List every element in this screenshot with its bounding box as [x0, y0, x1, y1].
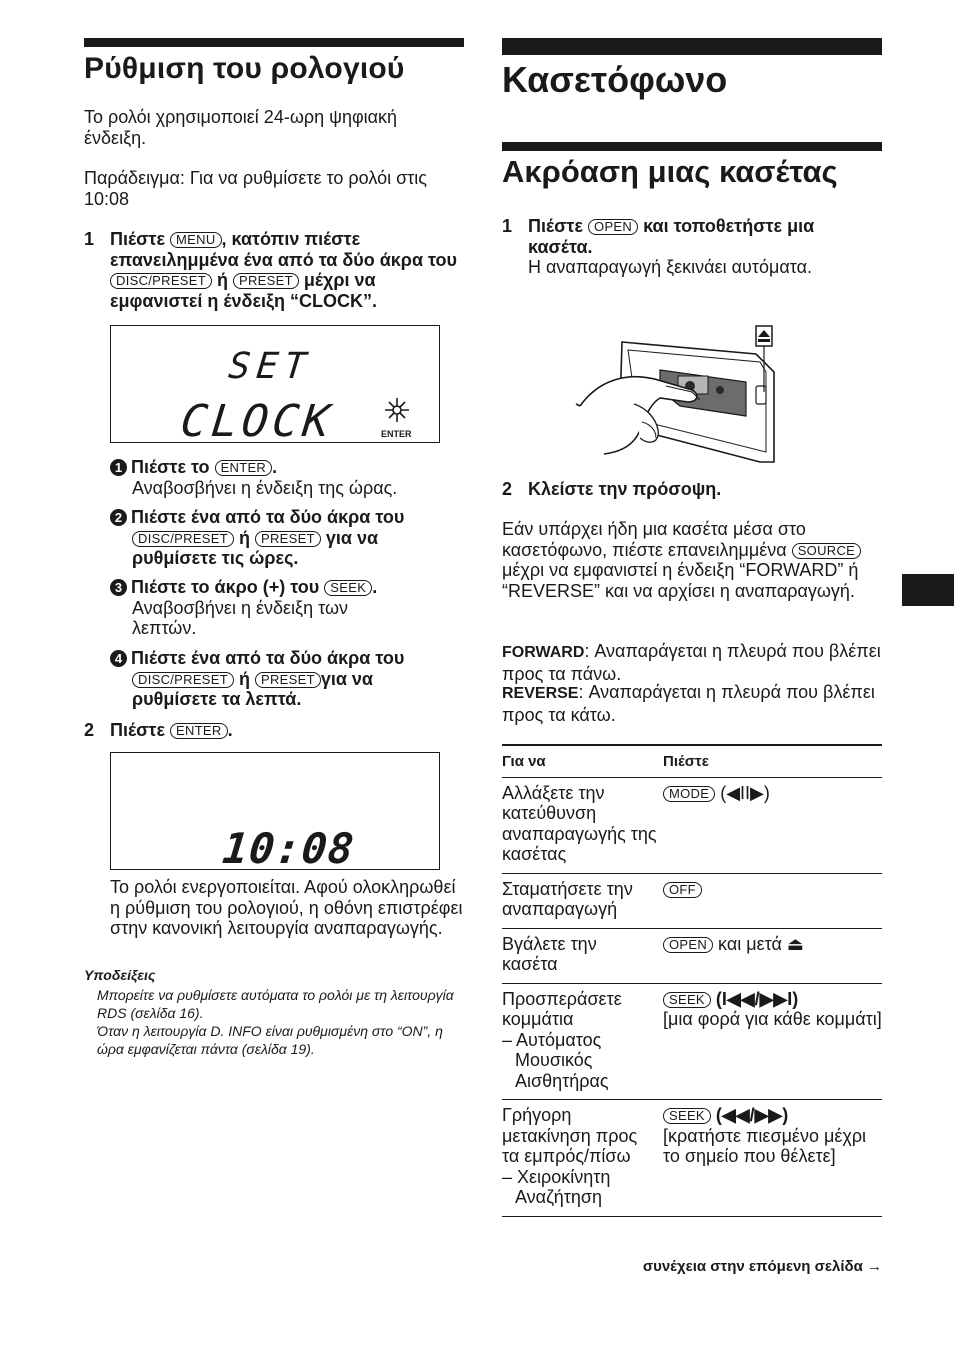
operations-table: [502, 744, 882, 1217]
enter-blink-icon: [385, 398, 409, 422]
step-2-number: 2: [110, 509, 127, 526]
lcd-display-set-clock: [110, 325, 440, 443]
reverse-description: REVERSE: Αναπαράγεται η πλευρά που βλέπει προς τα κάτω.: [502, 682, 875, 725]
cassette-step-1-number: 1: [502, 216, 513, 236]
table-row: Σταματήσετε την αναπαραγωγή OFF: [502, 873, 882, 928]
disc-preset-button[interactable]: DISC/PRESET: [132, 672, 234, 688]
step-1-desc: Αναβοσβήνει η ένδειξη της ώρας.: [132, 477, 398, 498]
tips-list: [97, 986, 467, 1058]
menu-button[interactable]: MENU: [170, 232, 221, 248]
clock-intro: Το ρολόι χρησιμοποιεί 24-ωρη ψηφιακή ένδειξη.: [84, 107, 398, 148]
table-header-row: [502, 745, 882, 777]
tip-item: Όταν η λειτουργία D. INFO είναι ρυθμισμένη στο “ON”, η ώρα εμφανίζεται πάντα (σελίδα 19).: [97, 1023, 443, 1057]
clock-step-3: 3 Πιέστε το άκρο (+) του SEEK . Αναβοσβήνει η ένδειξη των λεπτών.: [110, 577, 460, 639]
preset-button[interactable]: PRESET: [233, 273, 299, 289]
listening-subheading: Ακρόαση μιας κασέτας: [502, 154, 838, 189]
table-row: Προσπεράσετε κομμάτια – Αυτόματος Μουσικός Αισθητήρας SEEK (I◀◀/▶▶I) [μια φορά για κάθε κομμάτι]: [502, 983, 882, 1100]
clock-step-4: 4 Πιέστε ένα από τα δύο άκρα του DISC/PRESET ή PRESET για να ρυθμίσετε τα λεπτά.: [110, 648, 460, 710]
step-0-text: Πιέστε MENU , κατόπιν πιέστε επανειλημμένα ένα από τα δύο άκρα του DISC/PRESET ή PRESET μέχρι να εμφανιστεί η ένδειξη “CLOCK”.: [110, 229, 458, 311]
tip-item: Μπορείτε να ρυθμίσετε αυτόματα το ρολόι με τη λειτουργία RDS (σελίδα 16).: [97, 987, 454, 1021]
step-3-number: 3: [110, 579, 127, 596]
cassette-insert-illustration: [560, 320, 790, 468]
cassette-step-2-number: 2: [502, 479, 513, 499]
lcd-line-set: SET: [226, 345, 314, 387]
lcd-time: 10:08: [220, 824, 357, 869]
table-row: Βγάλετε την κασέτα OPEN και μετά ⏏: [502, 928, 882, 983]
tips-title: Υποδείξεις: [84, 967, 156, 983]
table-header-action: Για να: [502, 753, 546, 770]
lcd-enter-label: ENTER: [381, 429, 412, 439]
cassette-step-1: 1 Πιέστε OPEN και τοποθετήστε μια κασέτα. Η αναπαραγωγή ξεκινάει αυτόματα.: [502, 216, 882, 278]
clock-step-2: 2 Πιέστε ένα από τα δύο άκρα του DISC/PRESET ή PRESET για να ρυθμίσετε τις ώρες.: [110, 507, 460, 569]
step-3-desc: Αναβοσβήνει η ένδειξη των λεπτών.: [132, 597, 349, 638]
table-header-press: Πιέστε: [663, 753, 709, 770]
off-button[interactable]: OFF: [663, 882, 702, 898]
lcd-segment-text: [111, 326, 439, 442]
subheading-rule: [502, 142, 882, 151]
clock-step-1: 1 Πιέστε το ENTER . Αναβοσβήνει η ένδειξη της ώρας.: [110, 457, 460, 498]
table-row: Γρήγορη μετακίνηση προς τα εμπρός/πίσω – Χειροκίνητη Αναζήτηση SEEK (◀◀/▶▶) [κρατήστε πιεσμένο μέχρι το σημείο που θέλετε]: [502, 1100, 882, 1217]
eject-icon: [758, 330, 770, 342]
right-heading-rule: [502, 38, 882, 55]
continue-note: συνέχεια στην επόμενη σελίδα →: [642, 1258, 882, 1275]
cassette-step-2-text: Κλείστε την πρόσοψη.: [528, 479, 722, 499]
cassette-step-1-desc: Η αναπαραγωγή ξεκινάει αυτόματα.: [528, 257, 813, 277]
seek-button[interactable]: SEEK: [324, 580, 372, 596]
forward-description: FORWARD: Αναπαράγεται η πλευρά που βλέπει προς τα πάνω.: [502, 641, 881, 684]
cassette-step-2: [502, 479, 882, 500]
cassette-heading: Κασετόφωνο: [502, 59, 728, 100]
table-row: Αλλάξετε την κατεύθυνση αναπαραγωγής της κασέτας MODE (◀II▶): [502, 777, 882, 873]
clock-example: Παράδειγμα: Για να ρυθμίσετε το ρολόι στις 10:08: [84, 168, 427, 209]
seek-button[interactable]: SEEK: [663, 992, 711, 1008]
lcd-line-clock: CLOCK: [178, 396, 337, 442]
lcd-display-time: [110, 752, 440, 870]
step-4-number: 4: [110, 650, 127, 667]
enter-button[interactable]: ENTER: [215, 460, 273, 476]
open-button[interactable]: OPEN: [588, 219, 638, 235]
preset-button[interactable]: PRESET: [255, 531, 321, 547]
mode-button[interactable]: MODE: [663, 786, 715, 802]
step-1-number: 1: [110, 459, 127, 476]
clock-after-text: Το ρολόι ενεργοποιείται. Αφού ολοκληρωθεί η ρύθμιση του ρολογιού, η οθόνη επιστρέφει στην κανονική λειτουργία αναπαραγωγής.: [110, 877, 463, 938]
left-heading-rule: [84, 38, 464, 47]
source-button[interactable]: SOURCE: [792, 543, 861, 559]
section-edge-tab: [902, 574, 954, 606]
preset-button[interactable]: PRESET: [255, 672, 321, 688]
seek-button[interactable]: SEEK: [663, 1108, 711, 1124]
step-0-number: 1: [84, 229, 95, 249]
disc-preset-button[interactable]: DISC/PRESET: [132, 531, 234, 547]
step-final-number: 2: [84, 720, 95, 740]
disc-preset-button[interactable]: DISC/PRESET: [110, 273, 212, 289]
clock-step-final: 2 Πιέστε ENTER .: [84, 720, 233, 740]
open-button[interactable]: OPEN: [663, 937, 713, 953]
source-paragraph: Εάν υπάρχει ήδη μια κασέτα μέσα στο κασετόφωνο, πιέστε επανειλημμένα SOURCE μέχρι να εμφανιστεί η ένδειξη “FORWARD” ή “REVERSE” και να αρχίσει η αναπαραγωγή.: [502, 519, 882, 601]
enter-button[interactable]: ENTER: [170, 723, 228, 739]
clock-heading: Ρύθμιση του ρολογιού: [84, 52, 405, 85]
